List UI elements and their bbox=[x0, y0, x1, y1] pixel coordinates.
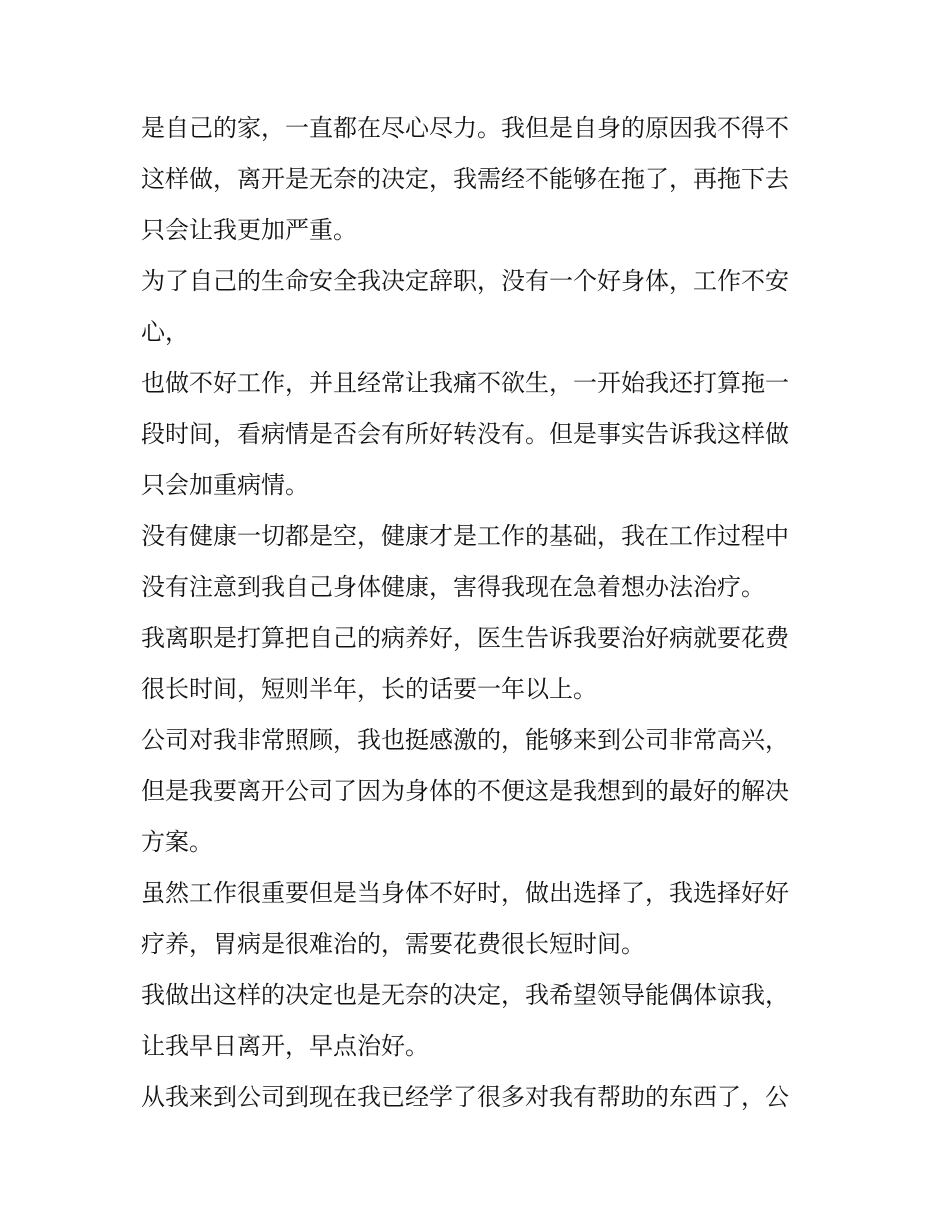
text-line: 只会让我更加严重。 bbox=[141, 216, 357, 244]
text-line: 很长时间，短则半年，长的话要一年以上。 bbox=[141, 675, 597, 703]
text-line: 我离职是打算把自己的病养好，医生告诉我要治好病就要花费 bbox=[141, 624, 789, 652]
text-line: 但是我要离开公司了因为身体的不便这是我想到的最好的解决 bbox=[141, 777, 789, 805]
text-line: 为了自己的生命安全我决定辞职，没有一个好身体，工作不安 bbox=[141, 267, 789, 295]
text-line: 这样做，离开是无奈的决定，我需经不能够在拖了，再拖下去 bbox=[141, 165, 789, 193]
text-line: 从我来到公司到现在我已经学了很多对我有帮助的东西了，公 bbox=[141, 1083, 789, 1111]
text-line: 也做不好工作，并且经常让我痛不欲生，一开始我还打算拖一 bbox=[141, 369, 789, 397]
text-line: 没有注意到我自己身体健康，害得我现在急着想办法治疗。 bbox=[141, 573, 765, 601]
text-line: 只会加重病情。 bbox=[141, 471, 309, 499]
text-line: 方案。 bbox=[141, 828, 213, 856]
text-line: 是自己的家，一直都在尽心尽力。我但是自身的原因我不得不 bbox=[141, 114, 789, 142]
text-line: 没有健康一切都是空，健康才是工作的基础，我在工作过程中 bbox=[141, 522, 789, 550]
text-line: 让我早日离开，早点治好。 bbox=[141, 1032, 429, 1060]
text-line: 疗养，胃病是很难治的，需要花费很长短时间。 bbox=[141, 930, 645, 958]
text-line: 虽然工作很重要但是当身体不好时，做出选择了，我选择好好 bbox=[141, 879, 789, 907]
text-line: 段时间，看病情是否会有所好转没有。但是事实告诉我这样做 bbox=[141, 420, 789, 448]
text-line: 我做出这样的决定也是无奈的决定，我希望领导能偶体谅我， bbox=[141, 981, 789, 1009]
text-line: 心， bbox=[141, 318, 189, 346]
document-body bbox=[141, 103, 821, 1123]
text-line: 公司对我非常照顾，我也挺感激的，能够来到公司非常高兴， bbox=[141, 726, 789, 754]
